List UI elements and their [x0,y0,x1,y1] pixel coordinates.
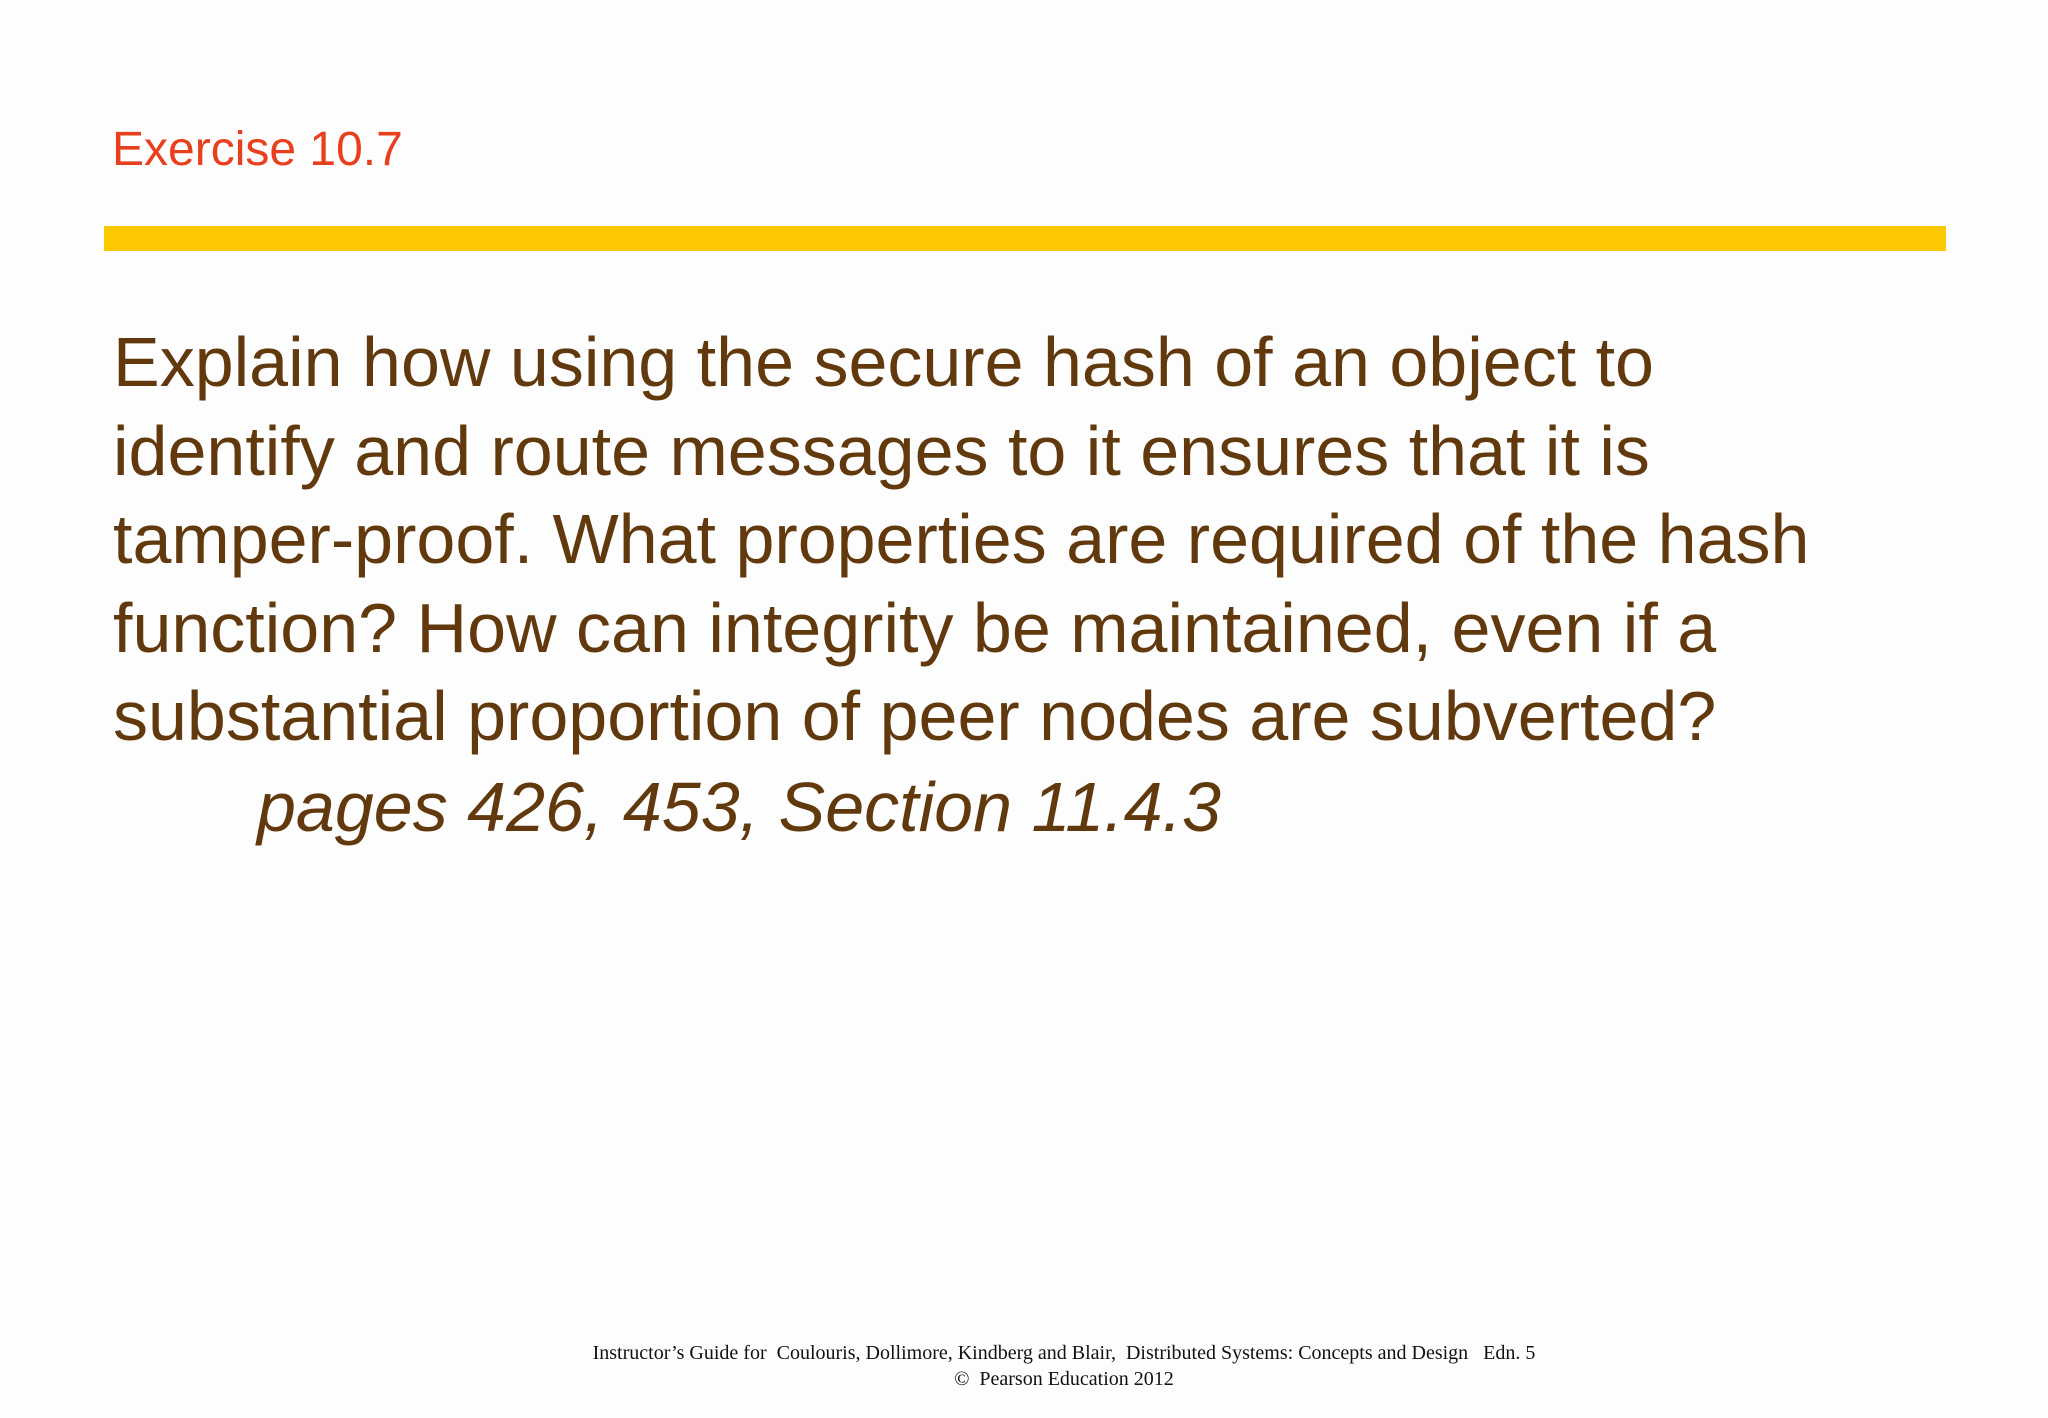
page-reference: pages 426, 453, Section 11.4.3 [257,768,1221,846]
question-line: Explain how using the secure hash of an object to [113,323,1654,401]
question-line: substantial proportion of peer nodes are subverted? [113,677,1717,755]
question-line: function? How can integrity be maintained, even if a [113,588,1717,667]
slide-title: Exercise 10.7 [112,123,403,176]
title-divider [104,226,1946,251]
question-text [113,318,1953,761]
slide-footer [0,1340,2048,1392]
footer-copyright: © Pearson Education 2012 [954,1368,1174,1390]
footer-credit: Instructor’s Guide for Coulouris, Dollimore, Kindberg and Blair, Distributed Systems: Concepts and Design Edn. 5 [592,1342,1536,1364]
question-line: tamper-proof. What properties are required of the hash [113,500,1810,578]
question-line: identify and route messages to it ensures that it is [113,411,1650,490]
